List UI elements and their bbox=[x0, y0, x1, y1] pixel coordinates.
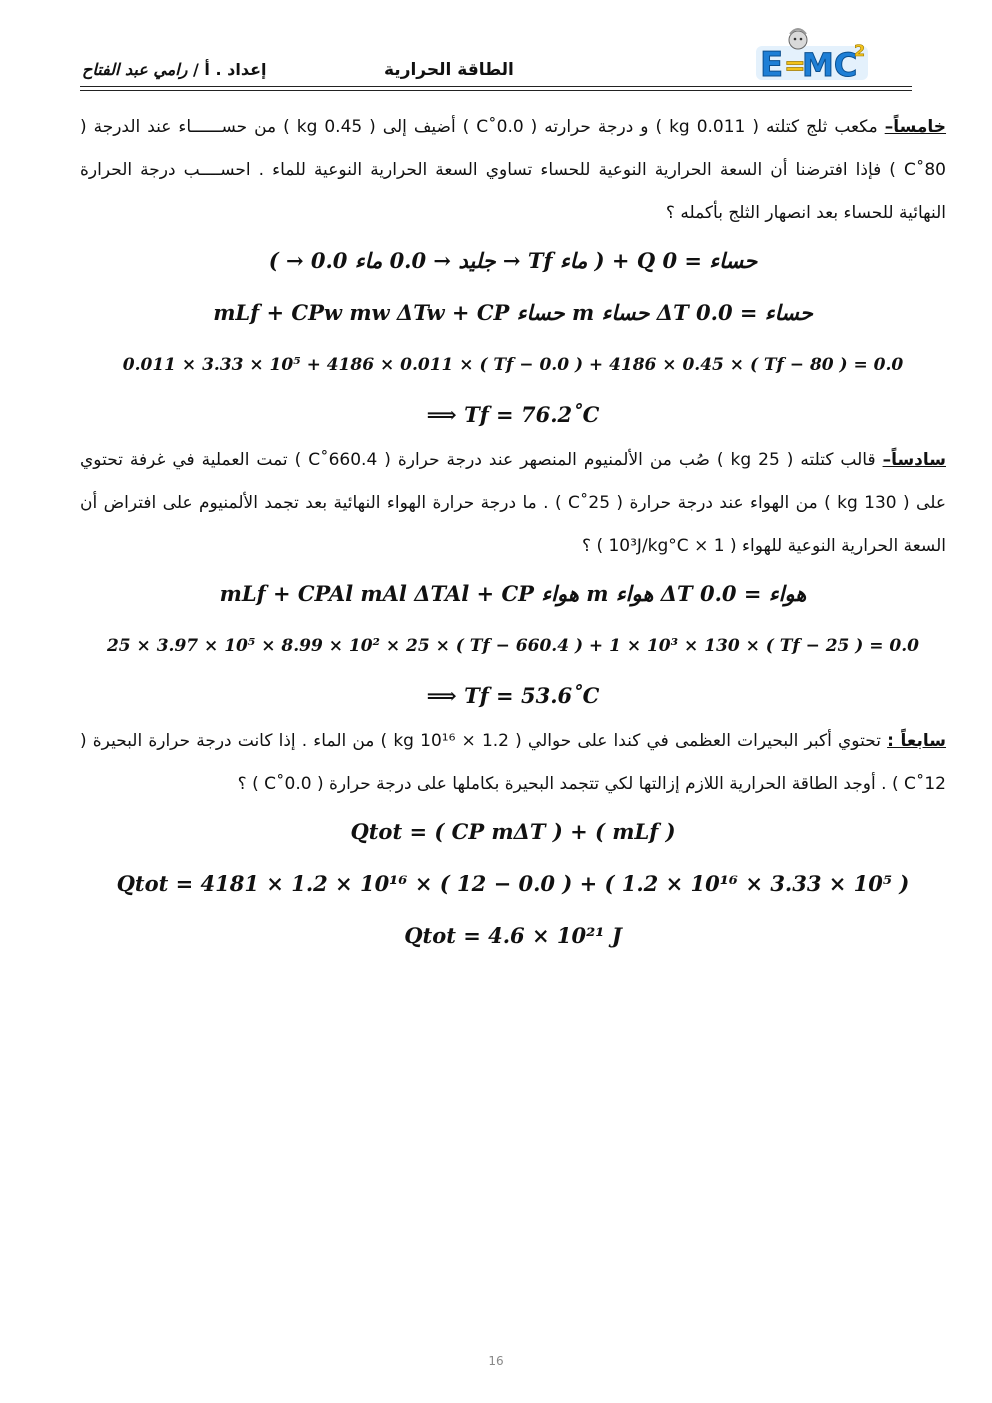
page-number: 16 bbox=[488, 1354, 504, 1368]
problem5-text bbox=[80, 106, 946, 235]
problem6-eq1: mLf + CPAl mAl ΔTAl + CP هواء m هواء ΔT هواء = 0.0 bbox=[219, 581, 807, 606]
header-rule-bottom bbox=[80, 90, 912, 91]
author-name: رامي عبد الفتاح bbox=[82, 60, 188, 79]
problem5-result: ⟹ Tf = 76.2˚C bbox=[426, 402, 600, 427]
svg-text:MC: MC bbox=[802, 46, 858, 84]
problem5-eq1: ( → 0.0 جليد → 0.0 ماء → Tf ماء ) + Q حساء = 0 bbox=[268, 248, 758, 273]
emc2-logo bbox=[752, 24, 872, 86]
problem6-label: سادساً– bbox=[882, 450, 946, 470]
problem5-body: مكعب ثلج كتلته ( 0.011 kg ) و درجة حرارته ( 0.0˚C ) أضيف إلى ( 0.45 kg ) من حســــــاء عند الدرجة ( 80˚C ) فإذا افترضنا أن السعة الحرارية النوعية للحساء تساوي السعة الحرارية النوعية للماء . احســــب درجة الحرارة النهائية للحساء بعد انصهار الثلج بأكمله ؟ bbox=[80, 117, 946, 223]
problem6-body: قالب كتلته ( 25 kg ) صُب من الألمنيوم المنصهر عند درجة حرارة ( 660.4˚C ) تمت العملية في غرفة تحتوي على ( 130 kg ) من الهواء عند درجة حرارة ( 25˚C ) . ما درجة حرارة الهواء النهائية بعد تجمد الألمنيوم على افتراض أن السعة الحرارية النوعية للهواء ( 1 × 10³J/kg°C ) ؟ bbox=[80, 450, 946, 556]
problem7-eq1: Qtot = ( CP mΔT ) + ( mLf ) bbox=[350, 819, 676, 844]
problem5-eq3: 0.011 × 3.33 × 10⁵ + 4186 × 0.011 × ( Tf − 0.0 ) + 4186 × 0.45 × ( Tf − 80 ) = 0.0 bbox=[122, 355, 904, 375]
svg-text:E: E bbox=[760, 45, 784, 85]
page-header bbox=[0, 0, 992, 96]
page-content bbox=[80, 106, 946, 962]
problem7-text bbox=[80, 720, 946, 806]
header-title: الطاقة الحرارية bbox=[384, 60, 514, 80]
problem7-body: تحتوي أكبر البحيرات العظمى في كندا على حوالي ( 1.2 × 10¹⁶ kg ) من الماء . إذا كانت درجة حرارة البحيرة ( 12˚C ) . أوجد الطاقة الحرارية اللازم إزالتها لكي تتجمد البحيرة بكاملها على درجة حرارة ( 0.0˚C ) ؟ bbox=[80, 731, 946, 794]
problem5-eq2: mLf + CPw mw ΔTw + CP حساء m حساء ΔT حساء = 0.0 bbox=[213, 300, 813, 325]
author-prefix: إعداد . أ / bbox=[193, 60, 267, 79]
problem6-text bbox=[80, 439, 946, 568]
header-rule-top bbox=[80, 86, 912, 87]
svg-text:=: = bbox=[784, 51, 806, 81]
problem6-eq2: 25 × 3.97 × 10⁵ × 8.99 × 10² × 25 × ( Tf − 660.4 ) + 1 × 10³ × 130 × ( Tf − 25 ) = 0.0 bbox=[106, 636, 920, 656]
problem7-result: Qtot = 4.6 × 10²¹ J bbox=[404, 923, 622, 948]
problem6-result: ⟹ Tf = 53.6˚C bbox=[426, 683, 600, 708]
problem7-eq2: Qtot = 4181 × 1.2 × 10¹⁶ × ( 12 − 0.0 ) + ( 1.2 × 10¹⁶ × 3.33 × 10⁵ ) bbox=[116, 871, 910, 896]
problem7-label: سابعاً : bbox=[887, 731, 947, 751]
svg-text:2: 2 bbox=[854, 41, 866, 60]
header-author bbox=[82, 60, 266, 79]
problem5-label: خامساً– bbox=[884, 117, 947, 137]
